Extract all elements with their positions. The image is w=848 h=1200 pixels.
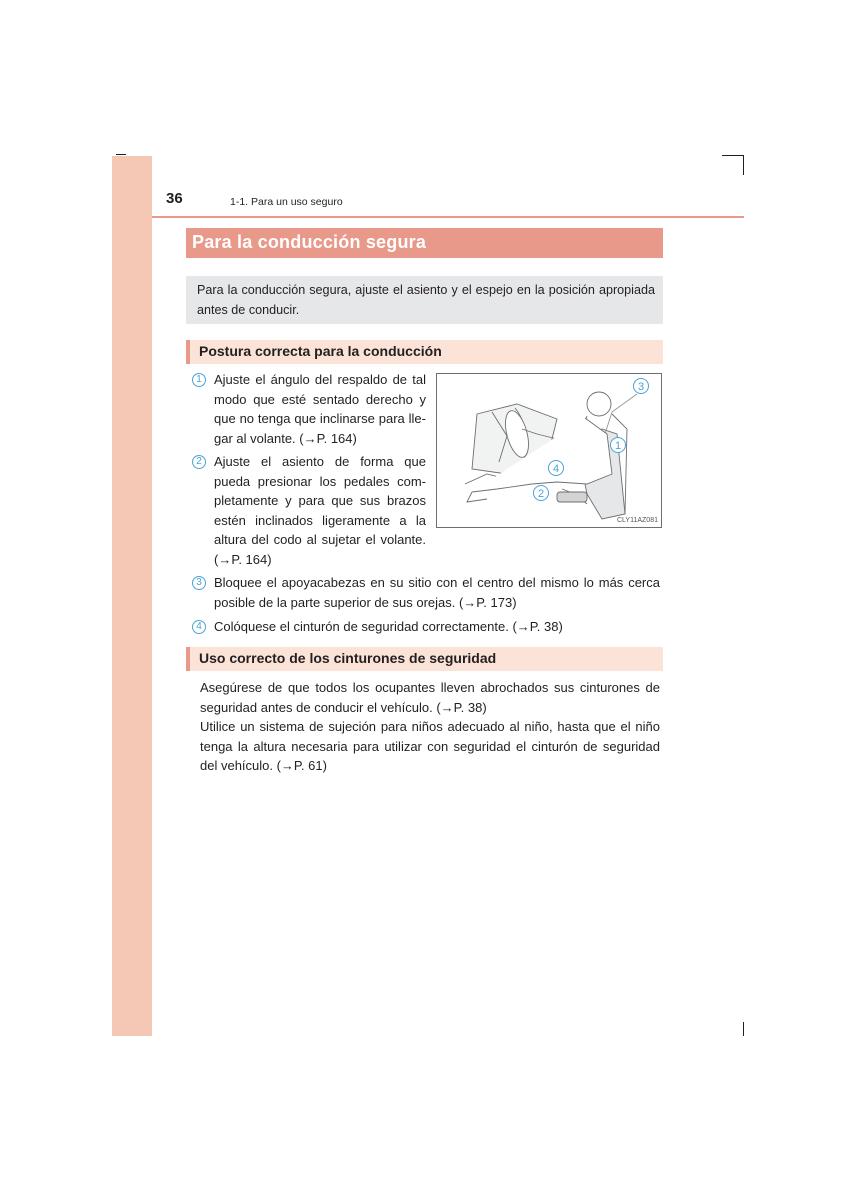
callout-2: 2: [537, 488, 545, 500]
crop-mark: [722, 155, 744, 156]
section-breadcrumb: 1-1. Para un uso seguro: [230, 196, 343, 208]
page-number: 36: [166, 190, 183, 207]
item-number-icon: 4: [192, 620, 206, 634]
item-number-icon: 1: [192, 373, 206, 387]
driver-seat-drawing: [437, 374, 661, 527]
child-restraint-paragraph: Utilice un sistema de sujeción para niños adecuado al niño, hasta que el niño tenga la altura necesaria para utilizar con seguridad el cinturón de seguridad del vehículo. (→P. 61): [200, 719, 660, 773]
seatbelts-heading: Uso correcto de los cinturones de seguridad: [199, 650, 497, 666]
item-text: Colóquese el cinturón de seguridad correctamente. (→P. 38): [214, 619, 563, 634]
item-number-icon: 3: [192, 576, 206, 590]
intro-text: Para la conducción segura, ajuste el asiento y el espejo en la posición apropiada antes de conducir.: [197, 283, 655, 317]
posture-heading-bar: [186, 340, 663, 364]
posture-heading: Postura correcta para la conducción: [199, 343, 442, 359]
crop-mark: [116, 154, 126, 155]
crop-mark: [743, 155, 744, 175]
seatbelts-heading-bar: [186, 647, 663, 671]
driving-posture-illustration: [436, 373, 662, 528]
section-title-bar: [186, 228, 663, 258]
figure-code: CLY11AZ081: [617, 517, 658, 524]
intro-box: [186, 276, 663, 324]
callout-4: 4: [552, 463, 560, 475]
chapter-tab-band: [112, 156, 152, 1036]
page-title: Para la conducción segura: [192, 232, 427, 252]
item-text: Bloquee el apoyacabezas en su sitio con el centro del mismo lo más cerca posible de la parte superior de sus orejas. (→P. 173): [214, 575, 660, 610]
item-text: Ajuste el asiento de forma que pueda presionar los pedales completamente y para que sus brazos estén inclinados ligeramente a la altura del codo al sujetar el volante. (→P. 164): [214, 454, 426, 567]
callout-3: 3: [637, 381, 645, 393]
callout-1: 1: [614, 440, 622, 452]
header-divider: [152, 216, 744, 218]
crop-mark: [743, 1022, 744, 1036]
item-text: Ajuste el ángulo del respaldo de tal modo que esté sentado derecho y que no tenga que inclinarse para llegar al volante. (→P. 164): [214, 372, 426, 446]
item-number-icon: 2: [192, 455, 206, 469]
seatbelts-paragraph: Asegúrese de que todos los ocupantes lleven abrochados sus cinturones de seguridad antes de conducir el vehículo. (→P. 38): [200, 680, 660, 715]
